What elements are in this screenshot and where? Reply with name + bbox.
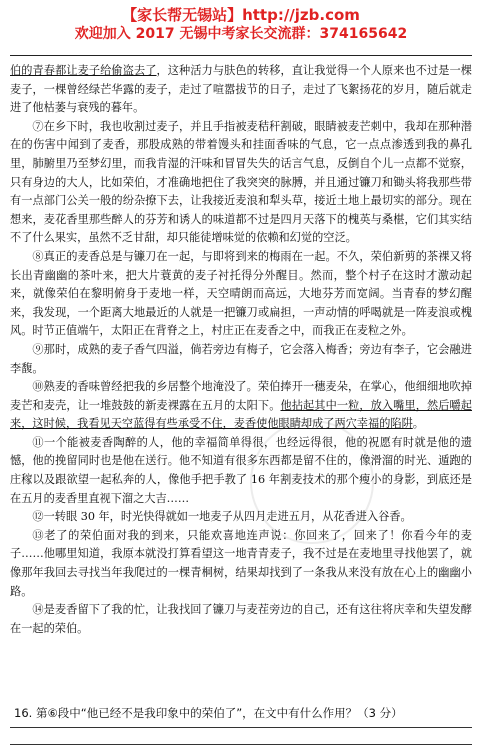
- paragraph-text: ⑧真正的麦香总是与镰刀在一起，与即将到来的梅雨在一起。不久，荣伯新剪的茶裸又将长出青幽幽的茶叶来，把大片蓑黄的麦子衬托得分外醒目。然而，整个村子在这时才激动起来，就像荣伯在黎明俯身于麦地一样，天空晴朗而高远，大地芬芳而宽阔。当青春的梦幻醒来，我发现，一个距离大地最近的人就是一把镰刀或扁担，一声动情的呼喝就是一阵麦浪或槐风。时节正值端午，太阳正在背脊之上，村庄正在麦香之中，而我正在麦粒之外。: [10, 249, 472, 338]
- page-header: [0, 6, 482, 44]
- paragraph-text: 。: [412, 417, 424, 431]
- paragraph-7: [10, 118, 472, 248]
- answer-line[interactable]: [10, 744, 472, 745]
- answer-line[interactable]: [10, 727, 472, 728]
- paragraph-text: ⑨那时，成熟的麦子香气四溢，倘若旁边有梅子，它会落入梅香；旁边有李子，它会融进李馥。: [10, 342, 472, 375]
- paragraph-11: [10, 434, 472, 508]
- paragraph-9: [10, 341, 472, 378]
- header-site-line: 【家长帮无锡站】http://jzb.com: [122, 6, 360, 24]
- paragraph-12: [10, 508, 472, 527]
- paragraph-text: ⑩熟麦的香味曾经把我的乡居整个地淹没了。荣伯捧开一穗麦朵，在掌心，他细细地吹掉麦芒和麦壳，让一堆鼓鼓的新麦裸露在五月的太阳下。: [10, 380, 472, 412]
- paragraph-underline: 他拈起其中一粒，放入嘴里，然后嚼起来，这时候，我看见天空蓝得有些承受不住，麦香使他眼睛却成了两穴幸福的陷阱: [10, 398, 472, 431]
- article-body: [10, 62, 472, 638]
- paragraph-text: ⑦在乡下时，我也收割过麦子，并且手指被麦秸秆割破，眼睛被麦芒刺中，我却在那种潜在的伤害中闻到了麦香，那股成熟的带着馒头和挂面香味的气息，它一点点渗透到我的鼻孔里，肺腑里乃至梦幻里，而我肯湿的汗味和冒冒失失的话言气息，反倒自个儿一点都不觉察，只有身边的大人，比如荣伯，才准确地把住了我突突的脉膊，并且通过镰刀和锄头将我那些带有一点部门公关一般的纷杂撩下去，让我接近麦浪和犁头草，接近土地上最切实的部分。现在想来，麦花香里那些醉人的芬芳和诱人的味道都不过是四月天落下的槐英与桑椹，它们其实结不了什么果实，虽然不乏甘甜，却只能徒增味觉的依赖和幻觉的空泛。: [10, 119, 472, 245]
- header-divider: [10, 55, 472, 56]
- paragraph-text: ，这种活力与肤色的转移，直让我觉得一个人原来也不过是一棵麦子，一棵曾经绿芒华露的麦子，走过了喧嚣拔节的日子，走过了飞絮扬花的岁月，随后就走进了他枯萎与衰残的暮年。: [10, 64, 472, 115]
- paragraph-text: ⑪一个能被麦香陶醉的人，他的幸福简单得很，也经远得很，他的祝愿有时就是他的遗憾，他的挽留同时也是他在送行。他不知道有很多东西都是留不住的，像滑溜的时光、遁跑的庄稼以及跟欲望一起私奔的人，像他手把手教了 16 年割麦技术的那个瘦小的身影，到底还是在五月的麦香里直视下溜之大吉……: [10, 435, 472, 505]
- paragraph-13: [10, 527, 472, 601]
- paragraph-underline: 伯的青春都让麦子给偷盗去了: [10, 64, 157, 77]
- question-16: [14, 705, 403, 721]
- paragraph-14: [10, 601, 472, 638]
- header-group-line: 欢迎加入 2017 无锡中考家长交流群：374165642: [74, 26, 408, 42]
- paragraph-8: [10, 248, 472, 341]
- question-number: 16.: [14, 706, 33, 720]
- question-text: 第⑥段中“他已经不是我印象中的荣伯了”，在文中有什么作用？（3 分）: [35, 706, 403, 720]
- paragraph-10: [10, 378, 472, 434]
- paragraph-text: ⑫一转眼 30 年，时光快得就如一地麦子从四月走进五月，从花香进入谷香。: [32, 510, 412, 524]
- paragraph-text: ⑭是麦香留下了我的忙，让我找回了镰刀与麦茬旁边的自己，还有这往将庆幸和失望发酵在一起的荣伯。: [10, 603, 472, 635]
- paragraph-text: ⑬老了的荣伯面对我的到来，只能欢喜地连声说：你回来了，回来了！你看今年的麦子……他哪里知道，我原本就没打算看望这一地青青麦子，我不过是在麦地里寻找他罢了，就像那年我回去寻找当年我爬过的一棵青桐树，结果却找到了一条我从来没有放在心上的幽幽小路。: [10, 528, 472, 598]
- paragraph-continuation: [10, 62, 472, 118]
